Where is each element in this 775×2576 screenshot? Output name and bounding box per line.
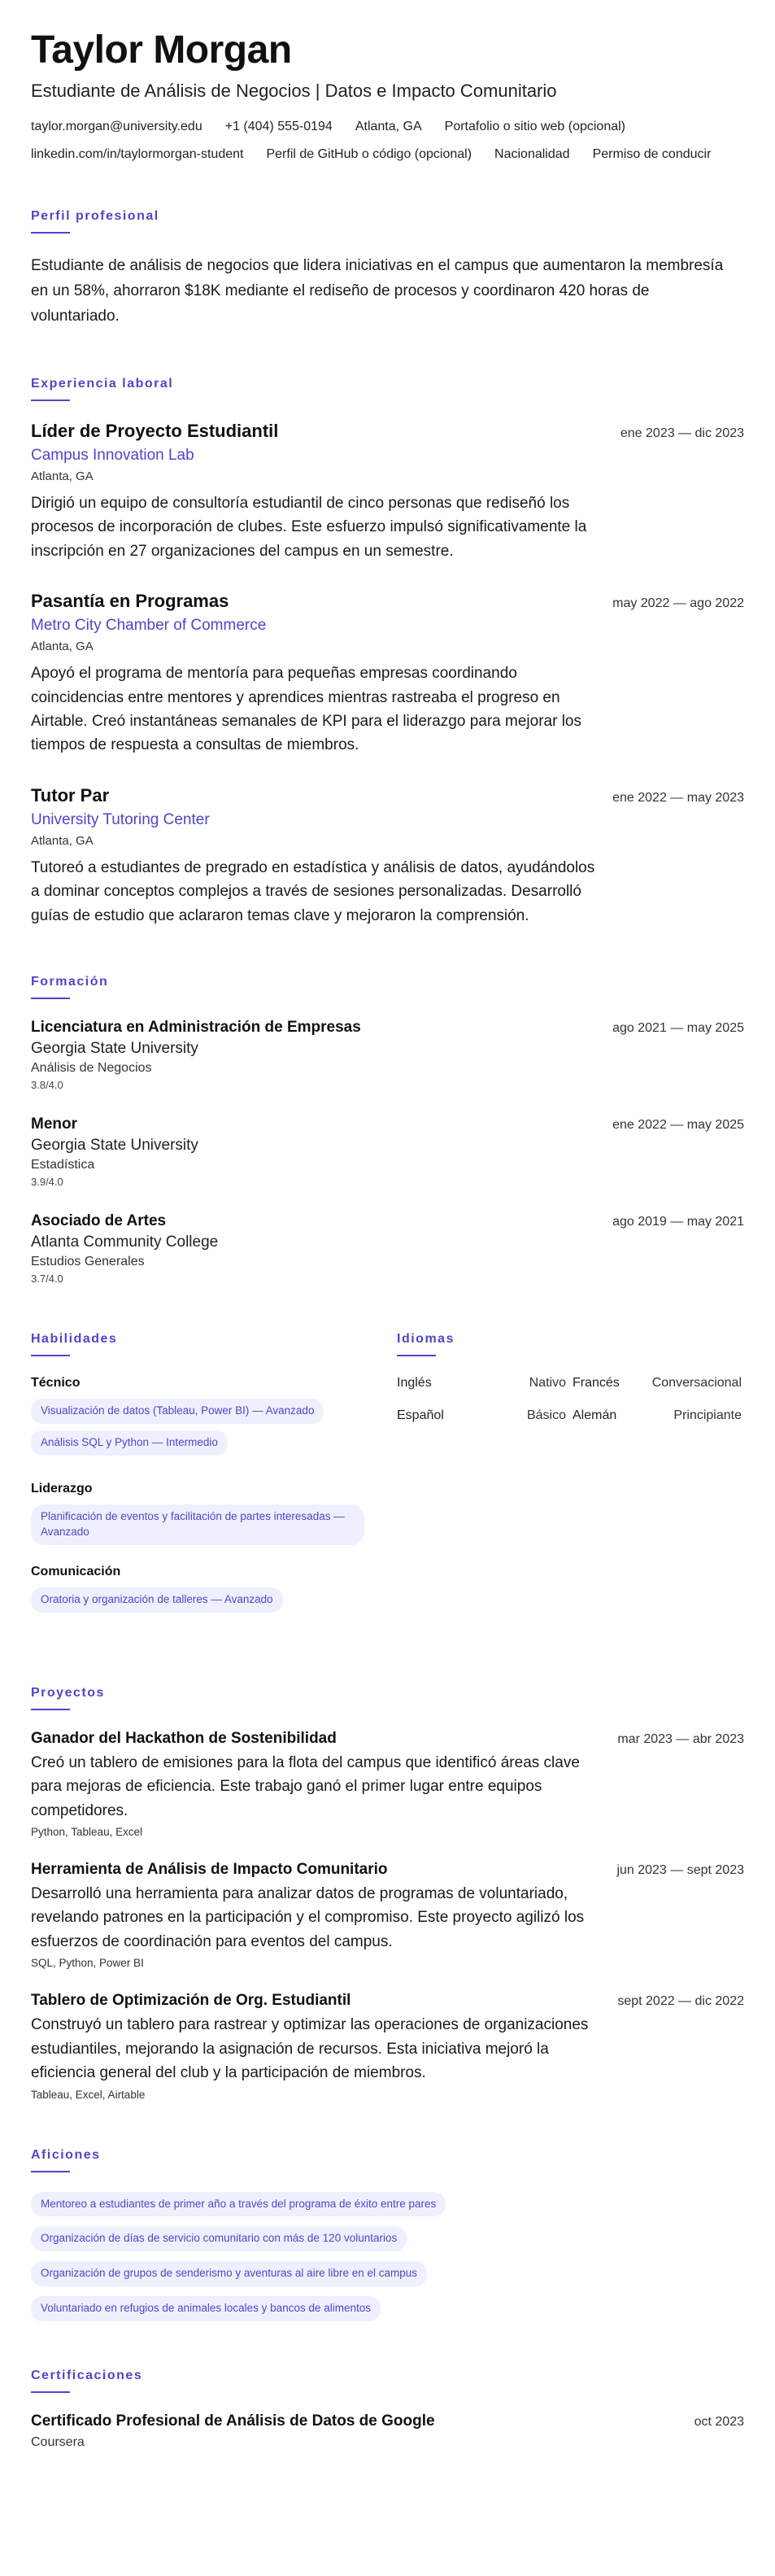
project-tech: SQL, Python, Power BI: [31, 1957, 144, 1970]
experience-item: [31, 421, 744, 563]
school-name: Georgia State University: [31, 1137, 198, 1155]
skills-section: [31, 1332, 364, 1638]
education-dates: ene 2022 — may 2025: [612, 1118, 744, 1133]
job-description: Apoyó el programa de mentoría para pequeñas empresas coordinando coincidencias entre mentores y aprendices mientras rastreaba el progreso en Airtable. Creó instantáneas semanales de KPI para el liderazgo para mejorar los tiempos de respuesta a consultas de miembros.: [31, 665, 581, 754]
skill-group: [31, 1565, 364, 1619]
skill-group-title: Técnico: [31, 1376, 81, 1391]
experience-item: [31, 785, 744, 928]
language-level: Conversacional: [651, 1376, 742, 1391]
project-description: Desarrolló una herramienta para analizar datos de programas de voluntariado, revelando patrones en la participación y el compromiso. Este proyecto agilizó los esfuerzos de coordinación para eventos del campus.: [31, 1884, 585, 1950]
certification-name: Certificado Profesional de Análisis de Datos de Google: [31, 2412, 435, 2430]
project-tech: Python, Tableau, Excel: [31, 1825, 143, 1838]
language-level: Nativo: [529, 1376, 566, 1391]
experience-item: [31, 591, 744, 758]
gpa: 3.7/4.0: [31, 1273, 63, 1286]
field-of-study: Estudios Generales: [31, 1255, 145, 1269]
language-level: Básico: [526, 1408, 566, 1423]
skill-group: [31, 1482, 364, 1545]
project-item: [31, 1861, 744, 1969]
certification-date: oct 2023: [694, 2415, 744, 2430]
skills-languages-row: [31, 1332, 744, 1638]
experience-section: [31, 377, 744, 928]
skill-tag: Planificación de eventos y facilitación de partes interesadas — Avanzado: [31, 1504, 364, 1545]
hobby-tag: Organización de días de servicio comunitario con más de 120 voluntarios: [31, 2226, 407, 2251]
project-item: [31, 1730, 744, 1838]
language-level: Principiante: [673, 1408, 742, 1423]
education-item: [31, 1212, 744, 1285]
contact-portfolio[interactable]: Portafolio o sitio web (opcional): [444, 119, 625, 133]
project-description: Creó un tablero de emisiones para la flota del campus que identificó áreas clave para mejoras de eficiencia. Este trabajo ganó el primer lugar entre equipos competidores.: [31, 1753, 580, 1819]
field-of-study: Estadística: [31, 1158, 95, 1172]
section-divider: [31, 2391, 70, 2393]
section-divider: [31, 232, 70, 234]
contact-driving-license: Permiso de conducir: [592, 146, 712, 161]
section-title: Certificaciones: [31, 2369, 143, 2383]
job-dates: may 2022 — ago 2022: [612, 596, 744, 611]
profile-summary: Estudiante de análisis de negocios que lidera iniciativas en el campus que aumentaron la membresía en un 58%, ahorraron $18K mediante el rediseño de procesos y coordinaron 420 horas de voluntariado.: [31, 256, 724, 325]
gpa: 3.8/4.0: [31, 1079, 63, 1092]
contact-location: Atlanta, GA: [355, 119, 422, 133]
section-title: Formación: [31, 975, 109, 989]
section-title: Aficiones: [31, 2147, 101, 2162]
resume-header: [31, 29, 744, 162]
skill-tag: Análisis SQL y Python — Intermedio: [31, 1430, 228, 1456]
job-location: Atlanta, GA: [31, 469, 94, 483]
section-divider: [31, 998, 70, 999]
skill-group-title: Comunicación: [31, 1564, 121, 1578]
hobby-tag: Organización de grupos de senderismo y aventuras al aire libre en el campus: [31, 2261, 427, 2286]
languages-section: [397, 1332, 744, 1638]
hobby-tag: Voluntariado en refugios de animales locales y bancos de alimentos: [31, 2296, 381, 2321]
job-dates: ene 2023 — dic 2023: [620, 426, 744, 440]
section-title: Experiencia laboral: [31, 376, 174, 391]
contact-list: [31, 120, 730, 162]
section-divider: [31, 2171, 70, 2172]
language-list: [397, 1376, 744, 1423]
contact-phone[interactable]: +1 (404) 555-0194: [224, 119, 333, 133]
job-title: Pasantía en Programas: [31, 591, 229, 612]
degree-name: Menor: [31, 1116, 77, 1133]
degree-name: Licenciatura en Administración de Empresas: [31, 1019, 361, 1037]
hobbies-section: [31, 2148, 744, 2322]
profile-section: [31, 209, 744, 330]
section-divider: [31, 1709, 70, 1710]
education-item: [31, 1116, 744, 1188]
project-dates: sept 2022 — dic 2022: [617, 1994, 744, 2009]
skill-tag: Oratoria y organización de talleres — Avanzado: [31, 1587, 283, 1613]
job-title: Tutor Par: [31, 784, 110, 806]
contact-nationality: Nacionalidad: [494, 146, 570, 161]
education-dates: ago 2019 — may 2021: [612, 1215, 744, 1229]
section-divider: [397, 1355, 436, 1356]
job-location: Atlanta, GA: [31, 640, 94, 654]
section-divider: [31, 1355, 70, 1356]
job-description: Dirigió un equipo de consultoría estudiantil de cinco personas que rediseñó los procesos de incorporación de clubes. Este esfuerzo impulsó significativamente la inscripción en 27 organizaciones del campus en un semestre.: [31, 494, 587, 560]
education-dates: ago 2021 — may 2025: [612, 1021, 744, 1036]
language-name: Español: [397, 1408, 444, 1423]
section-divider: [31, 399, 70, 401]
certification-issuer: Coursera: [31, 2435, 85, 2450]
language-name: Inglés: [397, 1376, 432, 1391]
project-title: Herramienta de Análisis de Impacto Comunitario: [31, 1860, 388, 1878]
company-name[interactable]: Campus Innovation Lab: [31, 446, 194, 464]
job-description: Tutoreó a estudiantes de pregrado en estadística y análisis de datos, ayudándolos a dominar conceptos complejos a través de sesiones personalizadas. Desarrolló guías de estudio que aclararon temas clave y mejoraron la comprensión.: [31, 858, 595, 924]
project-dates: mar 2023 — abr 2023: [617, 1731, 744, 1746]
gpa: 3.9/4.0: [31, 1176, 63, 1189]
section-title: Idiomas: [397, 1332, 455, 1347]
skill-group: [31, 1376, 364, 1462]
hobby-tag: Mentoreo a estudiantes de primer año a través del programa de éxito entre pares: [31, 2192, 446, 2217]
certifications-section: [31, 2369, 744, 2450]
contact-github[interactable]: Perfil de GitHub o código (opcional): [266, 146, 472, 161]
project-item: [31, 1992, 744, 2100]
school-name: Atlanta Community College: [31, 1233, 219, 1251]
company-name[interactable]: University Tutoring Center: [31, 810, 210, 828]
candidate-subtitle: Estudiante de Análisis de Negocios | Datos e Impacto Comunitario: [31, 80, 557, 101]
section-title: Proyectos: [31, 1685, 105, 1700]
candidate-name: Taylor Morgan: [31, 28, 292, 72]
education-section: [31, 975, 744, 1285]
job-title: Líder de Proyecto Estudiantil: [31, 420, 279, 441]
company-name[interactable]: Metro City Chamber of Commerce: [31, 617, 267, 635]
project-title: Tablero de Optimización de Org. Estudiantil: [31, 1992, 351, 2010]
language-name: Francés: [573, 1376, 620, 1391]
project-description: Construyó un tablero para rastrear y optimizar las operaciones de organizaciones estudiantiles, mejorando la asignación de recursos. Esta iniciativa mejoró la eficiencia general del club y la participación de miembros.: [31, 2016, 589, 2082]
section-title: Perfil profesional: [31, 208, 159, 223]
job-location: Atlanta, GA: [31, 833, 94, 848]
certification-item: [31, 2412, 744, 2450]
job-dates: ene 2022 — may 2023: [612, 790, 744, 805]
skill-group-title: Liderazgo: [31, 1481, 93, 1495]
language-name: Alemán: [573, 1408, 617, 1423]
skill-tag: Visualización de datos (Tableau, Power BI) — Avanzado: [31, 1399, 324, 1424]
degree-name: Asociado de Artes: [31, 1212, 167, 1230]
contact-email[interactable]: taylor.morgan@university.edu: [31, 119, 202, 133]
field-of-study: Análisis de Negocios: [31, 1061, 152, 1076]
education-item: [31, 1019, 744, 1091]
project-title: Ganador del Hackathon de Sostenibilidad: [31, 1729, 337, 1747]
project-dates: jun 2023 — sept 2023: [616, 1862, 744, 1877]
school-name: Georgia State University: [31, 1040, 198, 1058]
section-title: Habilidades: [31, 1332, 118, 1347]
contact-linkedin[interactable]: linkedin.com/in/taylormorgan-student: [31, 146, 244, 161]
projects-section: [31, 1686, 744, 2101]
project-tech: Tableau, Excel, Airtable: [31, 2088, 146, 2101]
